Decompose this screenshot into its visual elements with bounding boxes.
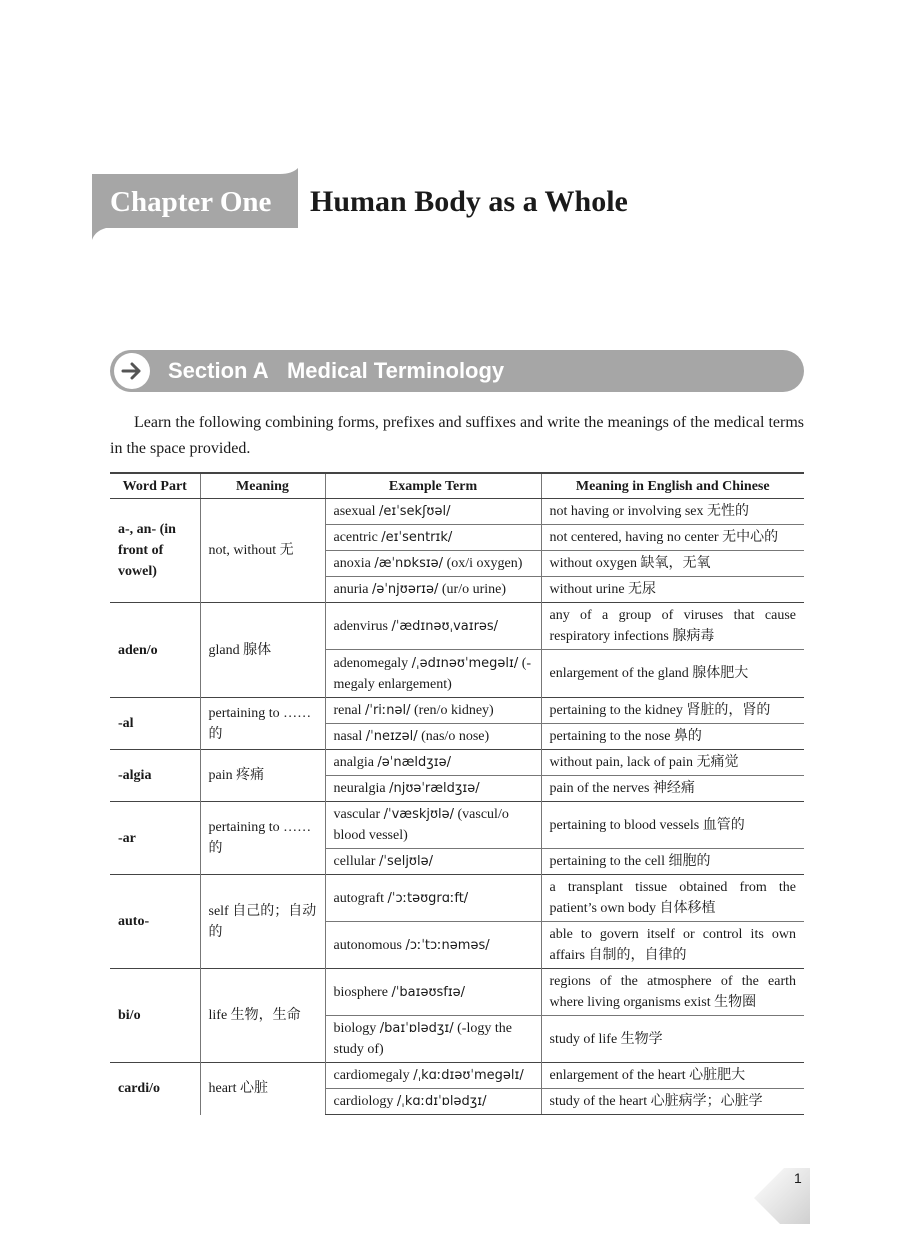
example-term-cell xyxy=(325,1063,541,1089)
term-word: biology xyxy=(333,1021,377,1036)
example-term-cell xyxy=(325,875,541,922)
chapter-label: Chapter One xyxy=(110,186,272,218)
term-meaning-cell: pertaining to blood vessels 血管的 xyxy=(541,802,804,849)
term-note: (vascul/o blood vessel) xyxy=(333,807,509,843)
column-header: Example Term xyxy=(325,473,541,499)
term-note: (ox/i oxygen) xyxy=(446,556,523,571)
table-row xyxy=(110,875,804,922)
term-pronunciation: /njʊəˈrældʒɪə/ xyxy=(389,781,480,796)
meaning-cell: life 生物，生命 xyxy=(200,969,325,1063)
table-body xyxy=(110,499,804,1115)
chapter-tab xyxy=(92,168,298,240)
word-part-cell: -algia xyxy=(110,750,200,802)
table-row xyxy=(110,969,804,1016)
column-header: Meaning xyxy=(200,473,325,499)
section-header xyxy=(110,350,804,392)
term-word: biosphere xyxy=(333,984,388,1000)
term-pronunciation: /eɪˈsekʃʊəl/ xyxy=(378,504,451,519)
term-pronunciation: /əˈnjʊərɪə/ xyxy=(371,582,439,597)
term-meaning-cell: pain of the nerves 神经痛 xyxy=(541,776,804,802)
example-term-cell xyxy=(325,776,541,802)
table-row xyxy=(110,750,804,776)
example-term-cell xyxy=(325,802,541,849)
term-meaning-cell: able to govern itself or control its own affairs 自制的，自律的 xyxy=(541,922,804,969)
term-meaning-cell: without pain, lack of pain 无痛觉 xyxy=(541,750,804,776)
term-word: autonomous xyxy=(333,937,402,953)
term-pronunciation: /æˈnɒksɪə/ xyxy=(374,556,444,571)
word-part-cell: -ar xyxy=(110,802,200,875)
term-word: adenvirus xyxy=(333,618,388,634)
example-term-cell xyxy=(325,603,541,650)
term-meaning-cell: pertaining to the nose 鼻的 xyxy=(541,724,804,750)
meaning-cell: pain 疼痛 xyxy=(200,750,325,802)
table-row xyxy=(110,802,804,849)
table-row xyxy=(110,499,804,525)
term-meaning-cell: regions of the atmosphere of the earth where living organisms exist 生物圈 xyxy=(541,969,804,1016)
word-part-cell: aden/o xyxy=(110,603,200,698)
term-meaning-cell: not having or involving sex 无性的 xyxy=(541,499,804,525)
term-word: renal xyxy=(333,703,362,718)
meaning-cell: heart 心脏 xyxy=(200,1063,325,1115)
term-pronunciation: /baɪˈɒlədʒɪ/ xyxy=(379,1021,454,1036)
term-meaning-cell: any of a group of viruses that cause respiratory infections 腺病毒 xyxy=(541,603,804,650)
term-note: (nas/o nose) xyxy=(421,729,490,744)
example-term-cell xyxy=(325,577,541,603)
term-pronunciation: /ˌkɑːdɪˈɒlədʒɪ/ xyxy=(396,1094,487,1109)
meaning-cell: self 自己的；自动的 xyxy=(200,875,325,969)
example-term-cell xyxy=(325,849,541,875)
example-term-cell xyxy=(325,525,541,551)
term-meaning-cell: enlargement of the gland 腺体肥大 xyxy=(541,650,804,698)
word-part-cell: -al xyxy=(110,698,200,750)
example-term-cell xyxy=(325,499,541,525)
term-meaning-cell: without oxygen 缺氧，无氧 xyxy=(541,551,804,577)
table-header-row xyxy=(110,473,804,499)
intro-paragraph: Learn the following combining forms, prefixes and suffixes and write the meanings of the medical terms in the space provided. xyxy=(110,414,804,457)
word-part-cell: cardi/o xyxy=(110,1063,200,1115)
example-term-cell xyxy=(325,1089,541,1115)
term-pronunciation: /ˈædɪnəʊˌvaɪrəs/ xyxy=(391,618,499,634)
term-meaning-cell: pertaining to the kidney 肾脏的，肾的 xyxy=(541,698,804,724)
term-meaning-cell: a transplant tissue obtained from the patient’s own body 自体移植 xyxy=(541,875,804,922)
word-part-cell: a-, an- (in front of vowel) xyxy=(110,499,200,603)
section-title: Section A Medical Terminology xyxy=(168,358,505,383)
table-row xyxy=(110,1063,804,1089)
term-pronunciation: /əˈnældʒɪə/ xyxy=(377,755,451,770)
term-word: cardiomegaly xyxy=(333,1068,410,1083)
term-word: analgia xyxy=(333,755,374,770)
example-term-cell xyxy=(325,750,541,776)
term-word: anuria xyxy=(333,582,369,597)
term-pronunciation: /ˈvæskjʊlə/ xyxy=(383,807,455,822)
page-number: 1 xyxy=(794,1170,802,1186)
term-pronunciation: /ˈneɪzəl/ xyxy=(365,729,418,744)
term-word: adenomegaly xyxy=(333,655,409,671)
terminology-table xyxy=(110,472,804,1115)
term-word: vascular xyxy=(333,807,381,822)
term-meaning-cell: enlargement of the heart 心脏肥大 xyxy=(541,1063,804,1089)
term-word: autograft xyxy=(333,890,385,906)
example-term-cell xyxy=(325,922,541,969)
meaning-cell: pertaining to ……的 xyxy=(200,802,325,875)
term-pronunciation: /ˈbaɪəʊsfɪə/ xyxy=(391,984,466,1000)
term-note: (ur/o urine) xyxy=(441,582,507,597)
term-word: cellular xyxy=(333,854,376,869)
term-word: neuralgia xyxy=(333,781,386,796)
word-part-cell: auto- xyxy=(110,875,200,969)
term-pronunciation: /ˈseljʊlə/ xyxy=(378,854,433,869)
term-meaning-cell: study of the heart 心脏病学；心脏学 xyxy=(541,1089,804,1115)
table-row xyxy=(110,603,804,650)
term-pronunciation: /ˌədɪnəʊˈmegəlɪ/ xyxy=(411,655,519,671)
arrow-right-icon xyxy=(114,353,150,389)
column-header: Word Part xyxy=(110,473,200,499)
example-term-cell xyxy=(325,551,541,577)
term-meaning-cell: pertaining to the cell 细胞的 xyxy=(541,849,804,875)
term-word: anoxia xyxy=(333,556,371,571)
meaning-cell: not, without 无 xyxy=(200,499,325,603)
term-meaning-cell: not centered, having no center 无中心的 xyxy=(541,525,804,551)
chapter-title: Human Body as a Whole xyxy=(310,185,628,218)
term-word: cardiology xyxy=(333,1094,394,1109)
term-note: (ren/o kidney) xyxy=(414,703,494,718)
term-word: nasal xyxy=(333,729,363,744)
term-note: (-logy the study of) xyxy=(333,1021,512,1057)
example-term-cell xyxy=(325,650,541,698)
term-meaning-cell: without urine 无尿 xyxy=(541,577,804,603)
term-meaning-cell: study of life 生物学 xyxy=(541,1016,804,1063)
term-pronunciation: /ˈɔːtəʊgrɑːft/ xyxy=(387,890,469,906)
term-pronunciation: /eɪˈsentrɪk/ xyxy=(381,530,453,545)
term-word: asexual xyxy=(333,504,376,519)
meaning-cell: pertaining to ……的 xyxy=(200,698,325,750)
column-header: Meaning in English and Chinese xyxy=(541,473,804,499)
example-term-cell xyxy=(325,724,541,750)
term-note: (-megaly enlargement) xyxy=(333,655,532,692)
example-term-cell xyxy=(325,1016,541,1063)
example-term-cell xyxy=(325,698,541,724)
term-word: acentric xyxy=(333,530,378,545)
term-pronunciation: /ɔːˈtɔːnəməs/ xyxy=(405,937,490,953)
word-part-cell: bi/o xyxy=(110,969,200,1063)
term-pronunciation: /ˈriːnəl/ xyxy=(364,703,411,718)
table-row xyxy=(110,698,804,724)
meaning-cell: gland 腺体 xyxy=(200,603,325,698)
term-pronunciation: /ˌkɑːdɪəʊˈmegəlɪ/ xyxy=(413,1068,524,1083)
example-term-cell xyxy=(325,969,541,1016)
